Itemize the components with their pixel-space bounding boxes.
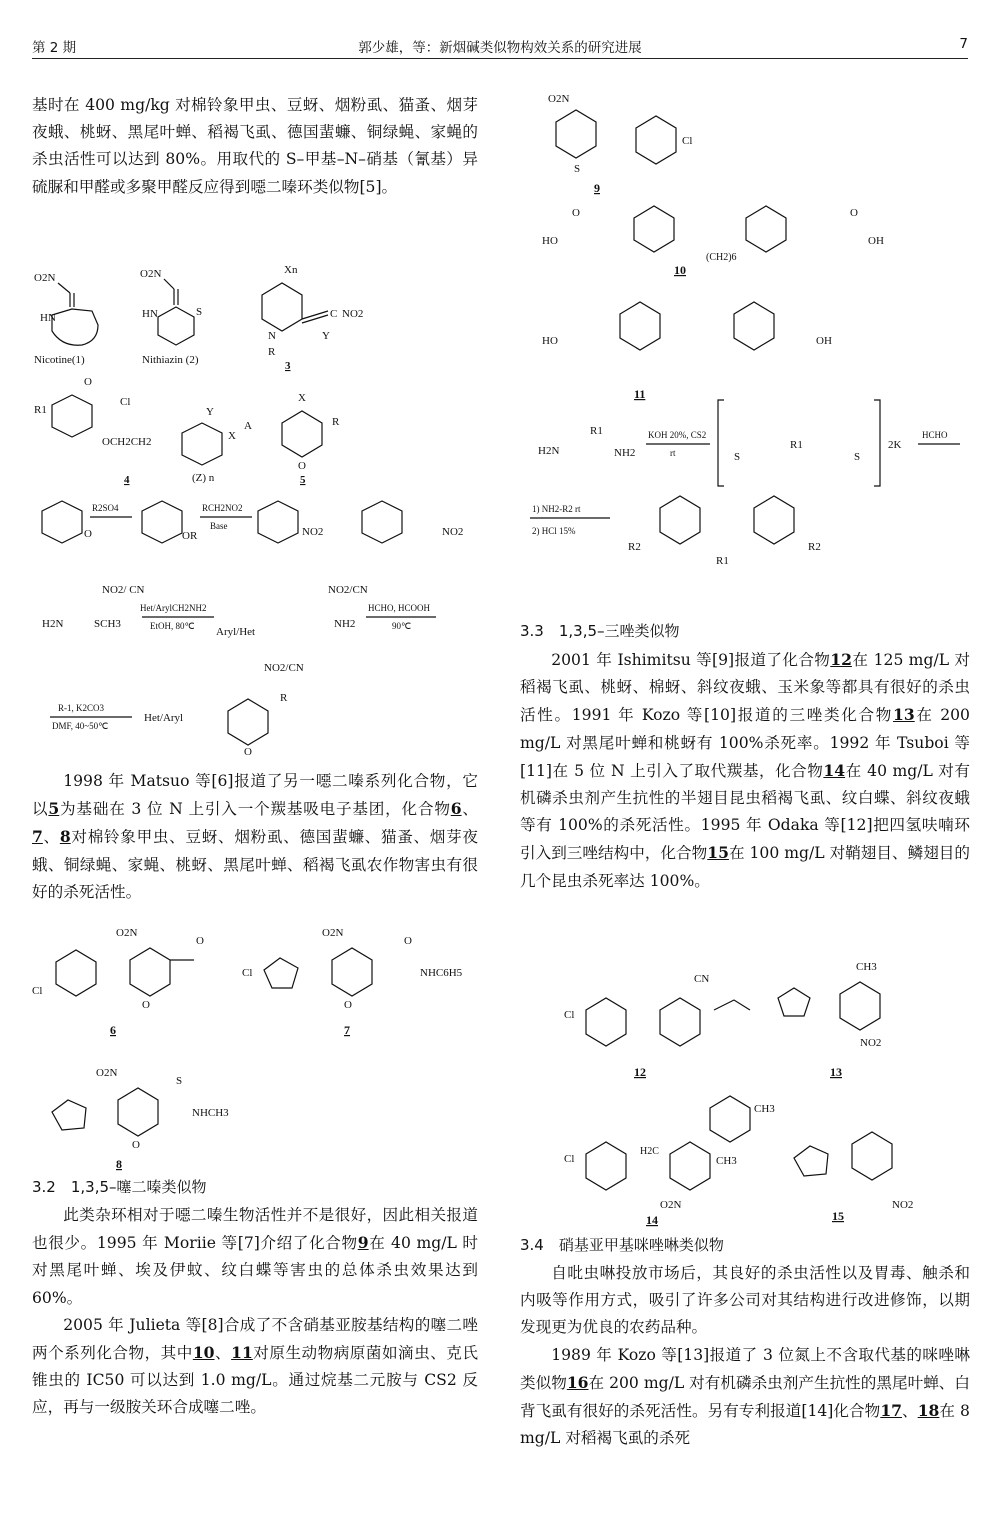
- svg-text:H2N: H2N: [538, 445, 560, 457]
- svg-text:NO2: NO2: [342, 308, 364, 320]
- synthesis-scheme-1: [42, 501, 463, 543]
- svg-text:rt: rt: [670, 448, 676, 458]
- svg-text:HN: HN: [40, 312, 56, 324]
- svg-text:O: O: [196, 935, 204, 947]
- right-triazine-text: [520, 646, 970, 895]
- structure-3: [262, 264, 363, 372]
- structure-2: [140, 268, 202, 366]
- svg-text:RCH2NO2: RCH2NO2: [202, 503, 243, 513]
- svg-text:90℃: 90℃: [392, 621, 412, 631]
- svg-text:CH3: CH3: [856, 961, 877, 973]
- svg-text:5: 5: [300, 474, 306, 486]
- svg-text:R1: R1: [590, 425, 603, 437]
- svg-text:R: R: [280, 692, 288, 704]
- svg-text:15: 15: [832, 1209, 844, 1223]
- svg-text:O: O: [298, 460, 306, 472]
- paragraph: 2001 年 Ishimitsu 等[9]报道了化合物12在 125 mg/L 对稻褐飞虱、桃蚜、棉蚜、斜纹夜蛾、玉米象等都具有很好的杀虫活性。1991 年 Kozo 等[10]报道的三唑类化合物13在 200 mg/L 对黑尾叶蝉和桃蚜有 100%杀死率。1992 年 Tsuboi 等[11]在 5 位 N 上引入了取代羰基，化合物14在 40 mg/L 对有机磷杀虫剂产生抗性的半翅目昆虫稻褐飞虱、纹白蝶、斜纹夜蛾等有 100%的杀死活性。1995 年 Odaka 等[12]把四氢呋喃环引入到三唑结构中，化合物15在 100 mg/L 对鞘翅目、鳞翅目的几个昆虫杀死率达 100%。: [520, 650, 970, 890]
- svg-text:Het/ArylCH2NH2: Het/ArylCH2NH2: [140, 603, 207, 613]
- svg-text:NO2/ CN: NO2/ CN: [102, 584, 145, 596]
- svg-text:R2: R2: [808, 541, 821, 553]
- svg-text:R1: R1: [34, 404, 47, 416]
- svg-text:R2SO4: R2SO4: [92, 503, 119, 513]
- svg-text:O: O: [244, 746, 252, 758]
- svg-text:R1: R1: [790, 439, 803, 451]
- svg-text:OH: OH: [868, 235, 884, 247]
- svg-text:11: 11: [634, 387, 646, 401]
- structures-6-8-figure: [32, 922, 482, 1172]
- issue-number: 第 2 期: [32, 40, 77, 56]
- svg-text:C: C: [330, 308, 338, 320]
- svg-text:NHCH3: NHCH3: [192, 1107, 229, 1119]
- svg-text:6: 6: [110, 1023, 116, 1037]
- svg-text:A: A: [244, 420, 252, 432]
- svg-text:Y: Y: [206, 406, 214, 418]
- svg-text:SCH3: SCH3: [94, 618, 121, 630]
- paragraph: 自吡虫啉投放市场后，其良好的杀虫活性以及胃毒、触杀和内吸等作用方式，吸引了许多公司对其结构进行改进修饰，以期发现更为优良的农药品种。: [520, 1264, 970, 1337]
- structures-12-15-figure: [520, 958, 970, 1228]
- page-number: 7: [959, 36, 968, 52]
- svg-text:S: S: [854, 451, 861, 463]
- structure-11: [542, 302, 832, 401]
- svg-text:Cl: Cl: [564, 1009, 575, 1021]
- svg-text:R1: R1: [716, 555, 729, 567]
- svg-text:R: R: [332, 416, 340, 428]
- svg-text:O: O: [142, 999, 150, 1011]
- svg-text:X: X: [228, 430, 236, 442]
- structure-5: [244, 392, 340, 486]
- structure-4: [34, 376, 236, 486]
- svg-text:(Z) n: (Z) n: [192, 472, 215, 484]
- paragraph: 1989 年 Kozo 等[13]报道了 3 位氮上不含取代基的咪唑啉类似物16在 200 mg/L 对有机磷杀虫剂产生抗性的黑尾叶蝉、白背飞虱有很好的杀死活性。另有专利报道[14]化合物17、18在 8 mg/L 对稻褐飞虱的杀死: [520, 1345, 970, 1448]
- svg-text:Cl: Cl: [120, 396, 131, 408]
- svg-text:HN: HN: [142, 308, 158, 320]
- svg-text:Cl: Cl: [32, 985, 43, 997]
- svg-text:O: O: [572, 207, 580, 219]
- svg-text:X: X: [298, 392, 306, 404]
- svg-text:EtOH, 80℃: EtOH, 80℃: [150, 621, 195, 631]
- structure-12: [564, 973, 750, 1079]
- svg-text:H2N: H2N: [42, 618, 64, 630]
- svg-text:R-1, K2CO3: R-1, K2CO3: [58, 703, 105, 713]
- left-intro-text: [32, 92, 478, 201]
- svg-text:S: S: [196, 306, 203, 318]
- svg-text:KOH 20%, CS2: KOH 20%, CS2: [648, 430, 707, 440]
- svg-text:2) HCl 15%: 2) HCl 15%: [532, 526, 576, 536]
- svg-text:2K: 2K: [888, 439, 902, 451]
- svg-text:O2N: O2N: [660, 1199, 682, 1211]
- section-heading-3-4: 3.4 硝基亚甲基咪唑啉类似物: [520, 1236, 724, 1254]
- svg-text:NO2: NO2: [442, 526, 464, 538]
- svg-text:CH3: CH3: [716, 1155, 737, 1167]
- svg-text:OR: OR: [182, 530, 198, 542]
- svg-text:NO2/CN: NO2/CN: [264, 662, 304, 674]
- svg-text:CN: CN: [694, 973, 710, 985]
- svg-text:O2N: O2N: [96, 1067, 118, 1079]
- svg-text:NO2: NO2: [892, 1199, 914, 1211]
- svg-text:O: O: [84, 376, 92, 388]
- svg-text:OH: OH: [816, 335, 832, 347]
- svg-text:Cl: Cl: [242, 967, 253, 979]
- running-title: 郭少雄，等：新烟碱类似物构效关系的研究进展: [358, 40, 642, 56]
- svg-text:O2N: O2N: [34, 272, 56, 284]
- svg-text:Y: Y: [322, 330, 330, 342]
- running-header: [32, 34, 968, 59]
- structure-7: [242, 927, 463, 1037]
- structures-9-11-figure: [520, 88, 970, 608]
- section-heading-3-3: 3.3 1,3,5–三唑类似物: [520, 622, 680, 640]
- paragraph: 2005 年 Julieta 等[8]合成了不含硝基亚胺基结构的噻二唑两个系列化合物，其中10、11对原生动物病原菌如滴虫、克氏锥虫的 IC50 可以达到 1.0 mg/L。通过烷基二元胺与 CS2 反应，再与一级胺关环合成噻二唑。: [32, 1315, 478, 1417]
- structure-1: [34, 272, 98, 366]
- svg-text:N: N: [268, 330, 276, 342]
- left-thiadiazine-text: [32, 1202, 478, 1422]
- svg-text:8: 8: [116, 1157, 122, 1171]
- svg-text:3: 3: [285, 360, 291, 372]
- structures-1-5-figure: [32, 255, 482, 758]
- section-heading-3-2: 3.2 1,3,5–噻二嗪类似物: [32, 1178, 207, 1196]
- svg-text:OCH2CH2: OCH2CH2: [102, 436, 152, 448]
- svg-text:Nithiazin (2): Nithiazin (2): [142, 354, 199, 366]
- svg-text:O: O: [132, 1139, 140, 1151]
- svg-text:Cl: Cl: [564, 1153, 575, 1165]
- svg-text:Aryl/Het: Aryl/Het: [216, 626, 256, 638]
- svg-text:NO2: NO2: [302, 526, 324, 538]
- svg-text:12: 12: [634, 1065, 646, 1079]
- left-matsuo-text: [32, 768, 478, 906]
- svg-text:H2C: H2C: [640, 1146, 659, 1157]
- paragraph: 基时在 400 mg/kg 对棉铃象甲虫、豆蚜、烟粉虱、猫蚤、烟芽夜蛾、桃蚜、黑尾叶蝉、稻褐飞虱、德国蜚蠊、铜绿蝇、家蝇的杀虫活性可以达到 80%。用取代的 S–甲基–N–硝基（氰基）异硫脲和甲醛或多聚甲醛反应得到噁二嗪环类似物[5]。: [32, 96, 478, 196]
- svg-text:7: 7: [344, 1023, 350, 1037]
- svg-text:HO: HO: [542, 335, 558, 347]
- svg-text:NO2: NO2: [860, 1037, 882, 1049]
- structure-14: [564, 1096, 775, 1227]
- paragraph: 此类杂环相对于噁二嗪生物活性并不是很好，因此相关报道也很少。1995 年 Moriie 等[7]介绍了化合物9在 40 mg/L 时对黑尾叶蝉、埃及伊蚊、纹白蝶等害虫的总体杀虫效果达到 60%。: [32, 1206, 479, 1307]
- svg-text:O: O: [850, 207, 858, 219]
- svg-text:NH2: NH2: [334, 618, 356, 630]
- svg-text:13: 13: [830, 1065, 842, 1079]
- paragraph: 1998 年 Matsuo 等[6]报道了另一噁二嗪系列化合物，它以5为基础在 3 位 N 上引入一个羰基吸电子基团，化合物6、7、8对棉铃象甲虫、豆蚜、烟粉虱、德国蜚蠊、猫蚤、烟芽夜蛾、铜绿蝇、家蝇、桃蚜、黑尾叶蝉、稻褐飞虱农作物害虫有很好的杀死活性。: [32, 772, 478, 901]
- structure-8: [52, 1067, 229, 1171]
- svg-text:DMF, 40~50℃: DMF, 40~50℃: [52, 721, 109, 731]
- svg-text:14: 14: [646, 1213, 658, 1227]
- structure-9: [548, 93, 692, 195]
- svg-text:HO: HO: [542, 235, 558, 247]
- svg-text:O: O: [404, 935, 412, 947]
- svg-text:HCHO: HCHO: [922, 430, 948, 440]
- svg-text:HCHO, HCOOH: HCHO, HCOOH: [368, 603, 431, 613]
- structure-10: [542, 206, 884, 277]
- svg-text:(CH2)6: (CH2)6: [706, 252, 737, 263]
- svg-text:S: S: [734, 451, 741, 463]
- svg-text:10: 10: [674, 263, 686, 277]
- svg-text:O2N: O2N: [116, 927, 138, 939]
- right-imidazoline-text: [520, 1260, 970, 1452]
- svg-text:NHC6H5: NHC6H5: [420, 967, 463, 979]
- synthesis-scheme-3: [530, 400, 960, 567]
- svg-text:Nicotine(1): Nicotine(1): [34, 354, 85, 366]
- svg-text:O: O: [84, 528, 92, 540]
- structure-15: [794, 1132, 913, 1223]
- svg-text:Het/Aryl: Het/Aryl: [144, 712, 184, 724]
- svg-text:R: R: [268, 346, 276, 358]
- svg-text:O2N: O2N: [548, 93, 570, 105]
- svg-text:NH2: NH2: [614, 447, 636, 459]
- svg-text:9: 9: [594, 181, 600, 195]
- structure-6: [32, 927, 204, 1037]
- svg-text:CH3: CH3: [754, 1103, 775, 1115]
- svg-text:NO2/CN: NO2/CN: [328, 584, 368, 596]
- svg-text:S: S: [176, 1075, 183, 1087]
- structure-13: [778, 961, 881, 1079]
- svg-text:R2: R2: [628, 541, 641, 553]
- svg-text:Cl: Cl: [682, 135, 693, 147]
- svg-text:Xn: Xn: [284, 264, 298, 276]
- svg-text:S: S: [574, 163, 581, 175]
- svg-text:4: 4: [124, 474, 130, 486]
- svg-text:O2N: O2N: [322, 927, 344, 939]
- svg-text:O2N: O2N: [140, 268, 162, 280]
- svg-text:Base: Base: [210, 521, 228, 531]
- synthesis-scheme-2: [42, 584, 436, 758]
- svg-text:O: O: [344, 999, 352, 1011]
- svg-text:1) NH2-R2 rt: 1) NH2-R2 rt: [532, 504, 581, 514]
